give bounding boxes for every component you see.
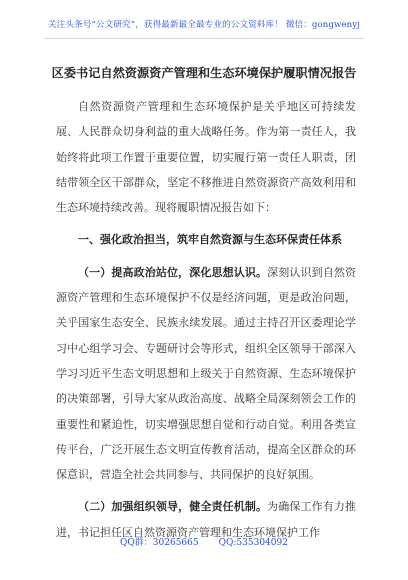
footer-qq-group: QQ群：30265665 bbox=[120, 538, 199, 548]
document-body bbox=[56, 94, 356, 545]
document-title: 区委书记自然资源资产管理和生态环境保护履职情况报告 bbox=[51, 66, 357, 80]
header-divider bbox=[44, 38, 364, 39]
item-heading-2: （二）加强组织领导，健全责任机制。 bbox=[78, 500, 268, 514]
footer-contact bbox=[0, 535, 408, 548]
section-heading-1: 一、强化政治担当，筑牢自然资源与生态环保责任体系 bbox=[78, 233, 342, 247]
item-heading-1: （一）提高政治站位，深化思想认识。 bbox=[78, 265, 268, 279]
header-note: 关注头条号“公文研究”，获得最新最全最专业的公文资料库！ 微信：gongwenyj bbox=[47, 20, 361, 30]
item-paragraph-1 bbox=[56, 260, 356, 488]
intro-paragraph: 自然资源资产管理和生态环境保护是关乎地区可持续发展、人民群众切身利益的重大战略任务。作为第一责任人，我始终将此项工作置于重要位置，切实履行第一责任人职责，团结带领全区干部群众，坚定不移推进自然资源资产高效利用和生态环境持续改善。现将履职情况报告如下： bbox=[56, 100, 356, 215]
item-text-1: 深刻认识到自然资源资产管理和生态环境保护不仅是经济问题，更是政治问题，关乎国家生态安全、民族永续发展。通过主持召开区委理论学习中心组学习会、专题研讨会等形式，组织全区领导干部深入学习习近平生态文明思想和上级关于自然资源、生态环境保护的决策部署，引导大家从政治高度、战略全局深刻领会工作的重要性和紧迫性，切实增强思想自觉和行动自觉。利用各类宣传平台，广泛开展生态文明宣传教育活动，提高全区群众的环保意识，营造全社会共同参与、共同保护的良好氛围。 bbox=[56, 265, 356, 482]
footer-qq: QQ:535304092 bbox=[218, 538, 288, 548]
item-text-2: 为确保工作有力推进，书记担任区自然资源资产管理和生态环境保护工作 bbox=[56, 500, 356, 539]
